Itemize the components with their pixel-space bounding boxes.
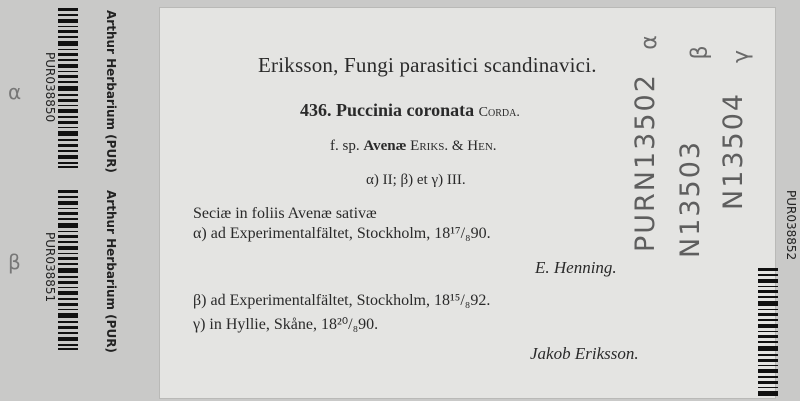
species-author: Corda.: [478, 105, 520, 120]
species-number: 436.: [300, 100, 332, 120]
accession-number-3: N13504: [718, 91, 749, 210]
barcode-1: [58, 8, 78, 168]
collector-1: E. Henning.: [535, 258, 617, 277]
barcode-2: [58, 190, 78, 350]
mark-beta: β: [687, 45, 713, 60]
species-name: Puccinia coronata: [336, 100, 475, 120]
barcode-3-code: PUR038852: [784, 190, 798, 261]
barcode-1-herbarium: Arthur Herbarium (PUR): [104, 10, 118, 173]
mark-gamma: γ: [729, 49, 755, 64]
locality-line-2: α) ad Experimentalfältet, Stockholm, 18¹⁷/₈90.: [193, 225, 491, 242]
stages-line: α) II; β) et γ) III.: [366, 172, 466, 188]
forma-line: [330, 138, 497, 155]
forma-name: Avenæ: [363, 138, 407, 154]
accession-number-2: N13503: [675, 139, 706, 258]
collector-2: Jakob Eriksson.: [530, 344, 639, 363]
species-line: [300, 100, 520, 121]
forma-authors: Eriks. & Hen.: [410, 138, 497, 154]
mark-alpha: α: [636, 35, 662, 50]
forma-prefix: f. sp.: [330, 138, 360, 154]
locality-line-1: Seciæ in foliis Avenæ sativæ: [193, 205, 377, 222]
accession-number-1: PURN13502: [630, 73, 661, 252]
label-title: Eriksson, Fungi parasitici scandinavici.: [258, 53, 597, 77]
margin-mark-alpha: α: [8, 80, 22, 104]
barcode-2-herbarium: Arthur Herbarium (PUR): [104, 190, 118, 353]
barcode-1-code: PUR038850: [43, 52, 57, 123]
barcode-3: [758, 268, 778, 398]
margin-mark-beta: β: [8, 250, 21, 274]
barcode-2-code: PUR038851: [43, 232, 57, 303]
locality-line-4: γ) in Hyllie, Skåne, 18²⁰/₈90.: [193, 316, 379, 333]
locality-line-3: β) ad Experimentalfältet, Stockholm, 18¹⁵/₈92.: [193, 292, 491, 309]
